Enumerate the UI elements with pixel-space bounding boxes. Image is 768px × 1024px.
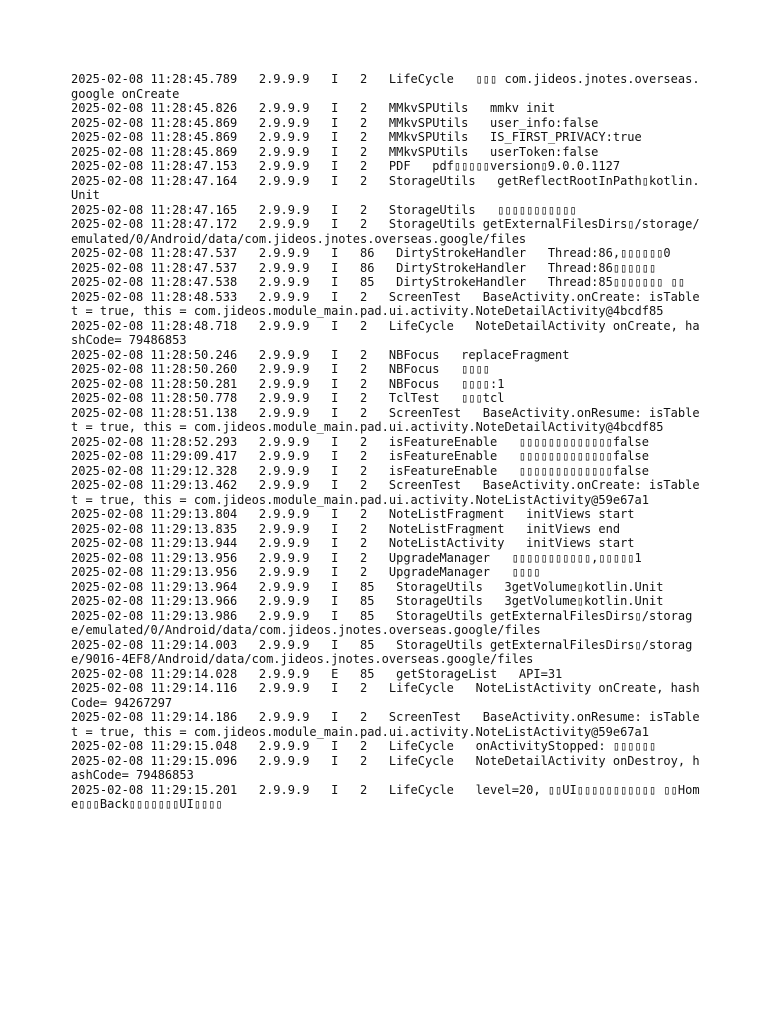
log-entry: 2025-02-08 11:29:14.003 2.9.9.9 I 85 StorageUtils getExternalFilesDirs▯/storage/9016-4EF8/Android/data/com.jideos.jnotes.overseas.google/files [71,637,693,666]
log-entry: 2025-02-08 11:28:45.826 2.9.9.9 I 2 MMkvSPUtils mmkv init [71,101,556,115]
log-entry: 2025-02-08 11:28:48.533 2.9.9.9 I 2 ScreenTest BaseActivity.onCreate: isTablet = true, this = com.jideos.module_main.pad.ui.activity.NoteDetailActivity@4bcdf85 [71,289,700,318]
log-entry: 2025-02-08 11:28:47.172 2.9.9.9 I 2 StorageUtils getExternalFilesDirs▯/storage/emulated/0/Android/data/com.jideos.jnotes.overseas.google/files [71,217,700,246]
log-entry: 2025-02-08 11:28:51.138 2.9.9.9 I 2 ScreenTest BaseActivity.onResume: isTablet = true, this = com.jideos.module_main.pad.ui.activity.NoteDetailActivity@4bcdf85 [71,405,700,434]
log-entry: 2025-02-08 11:28:50.246 2.9.9.9 I 2 NBFocus replaceFragment [71,347,570,362]
log-entry: 2025-02-08 11:28:45.869 2.9.9.9 I 2 MMkvSPUtils userToken:false [71,144,599,159]
log-entry: 2025-02-08 11:29:09.417 2.9.9.9 I 2 isFeatureEnable ▯▯▯▯▯▯▯▯▯▯▯▯▯false [71,449,649,463]
log-entry: 2025-02-08 11:28:47.538 2.9.9.9 I 85 DirtyStrokeHandler Thread:85▯▯▯▯▯▯▯ ▯▯ [71,275,686,289]
log-document [71,72,701,812]
log-entry: 2025-02-08 11:28:52.293 2.9.9.9 I 2 isFeatureEnable ▯▯▯▯▯▯▯▯▯▯▯▯▯false [71,434,649,449]
log-entry: 2025-02-08 11:29:13.956 2.9.9.9 I 2 UpgradeManager ▯▯▯▯▯▯▯▯▯▯▯,▯▯▯▯▯1 [71,550,642,565]
log-entry: 2025-02-08 11:29:14.028 2.9.9.9 E 85 getStorageList API=31 [71,666,563,681]
log-entry: 2025-02-08 11:29:13.956 2.9.9.9 I 2 UpgradeManager ▯▯▯▯ [71,565,541,579]
log-entry: 2025-02-08 11:29:14.186 2.9.9.9 I 2 ScreenTest BaseActivity.onResume: isTablet = true, this = com.jideos.module_main.pad.ui.activity.NoteListActivity@59e67a1 [71,710,700,739]
log-entry: 2025-02-08 11:29:13.944 2.9.9.9 I 2 NoteListActivity initViews start [71,536,635,550]
log-entry: 2025-02-08 11:28:47.165 2.9.9.9 I 2 StorageUtils ▯▯▯▯▯▯▯▯▯▯▯ [71,202,577,217]
log-entry: 2025-02-08 11:29:13.804 2.9.9.9 I 2 NoteListFragment initViews start [71,507,635,521]
log-entry: 2025-02-08 11:28:45.789 2.9.9.9 I 2 LifeCycle ▯▯▯ com.jideos.jnotes.overseas.google onCreate [71,72,700,101]
log-entry: 2025-02-08 11:28:47.153 2.9.9.9 I 2 PDF pdf▯▯▯▯▯version▯9.0.0.1127 [71,159,621,173]
log-entry: 2025-02-08 11:29:15.201 2.9.9.9 I 2 LifeCycle level=20, ▯▯UI▯▯▯▯▯▯▯▯▯▯▯ ▯▯Home▯▯▯Back▯▯▯▯▯▯▯UI▯▯▯▯ [71,782,700,811]
log-entry: 2025-02-08 11:28:50.281 2.9.9.9 I 2 NBFocus ▯▯▯▯:1 [71,376,505,391]
log-entry: 2025-02-08 11:29:15.096 2.9.9.9 I 2 LifeCycle NoteDetailActivity onDestroy, hashCode= 79486853 [71,753,700,782]
log-entry: 2025-02-08 11:28:47.164 2.9.9.9 I 2 StorageUtils getReflectRootInPath▯kotlin.Unit [71,173,700,202]
log-entry: 2025-02-08 11:28:50.260 2.9.9.9 I 2 NBFocus ▯▯▯▯ [71,362,491,376]
log-entry: 2025-02-08 11:28:48.718 2.9.9.9 I 2 LifeCycle NoteDetailActivity onCreate, hashCode= 79486853 [71,318,700,347]
log-entry: 2025-02-08 11:28:50.778 2.9.9.9 I 2 TclTest ▯▯▯tcl [71,391,505,405]
log-entry: 2025-02-08 11:29:13.966 2.9.9.9 I 85 StorageUtils 3getVolume▯kotlin.Unit [71,594,664,608]
log-entry: 2025-02-08 11:28:47.537 2.9.9.9 I 86 DirtyStrokeHandler Thread:86,▯▯▯▯▯▯0 [71,246,671,260]
log-entry: 2025-02-08 11:29:12.328 2.9.9.9 I 2 isFeatureEnable ▯▯▯▯▯▯▯▯▯▯▯▯▯false [71,463,649,478]
log-entry: 2025-02-08 11:29:14.116 2.9.9.9 I 2 LifeCycle NoteListActivity onCreate, hashCode= 94267297 [71,681,700,710]
log-entry: 2025-02-08 11:29:15.048 2.9.9.9 I 2 LifeCycle onActivityStopped: ▯▯▯▯▯▯ [71,739,657,753]
log-entry: 2025-02-08 11:29:13.835 2.9.9.9 I 2 NoteListFragment initViews end [71,521,621,536]
log-entry: 2025-02-08 11:29:13.462 2.9.9.9 I 2 ScreenTest BaseActivity.onCreate: isTablet = true, this = com.jideos.module_main.pad.ui.activity.NoteListActivity@59e67a1 [71,478,700,507]
log-entry: 2025-02-08 11:28:45.869 2.9.9.9 I 2 MMkvSPUtils IS_FIRST_PRIVACY:true [71,130,642,144]
log-entry: 2025-02-08 11:29:13.986 2.9.9.9 I 85 StorageUtils getExternalFilesDirs▯/storage/emulated/0/Android/data/com.jideos.jnotes.overseas.google/files [71,608,693,637]
log-entry: 2025-02-08 11:28:47.537 2.9.9.9 I 86 DirtyStrokeHandler Thread:86▯▯▯▯▯▯ [71,260,657,275]
log-entry: 2025-02-08 11:28:45.869 2.9.9.9 I 2 MMkvSPUtils user_info:false [71,115,599,130]
log-entry: 2025-02-08 11:29:13.964 2.9.9.9 I 85 StorageUtils 3getVolume▯kotlin.Unit [71,579,664,594]
